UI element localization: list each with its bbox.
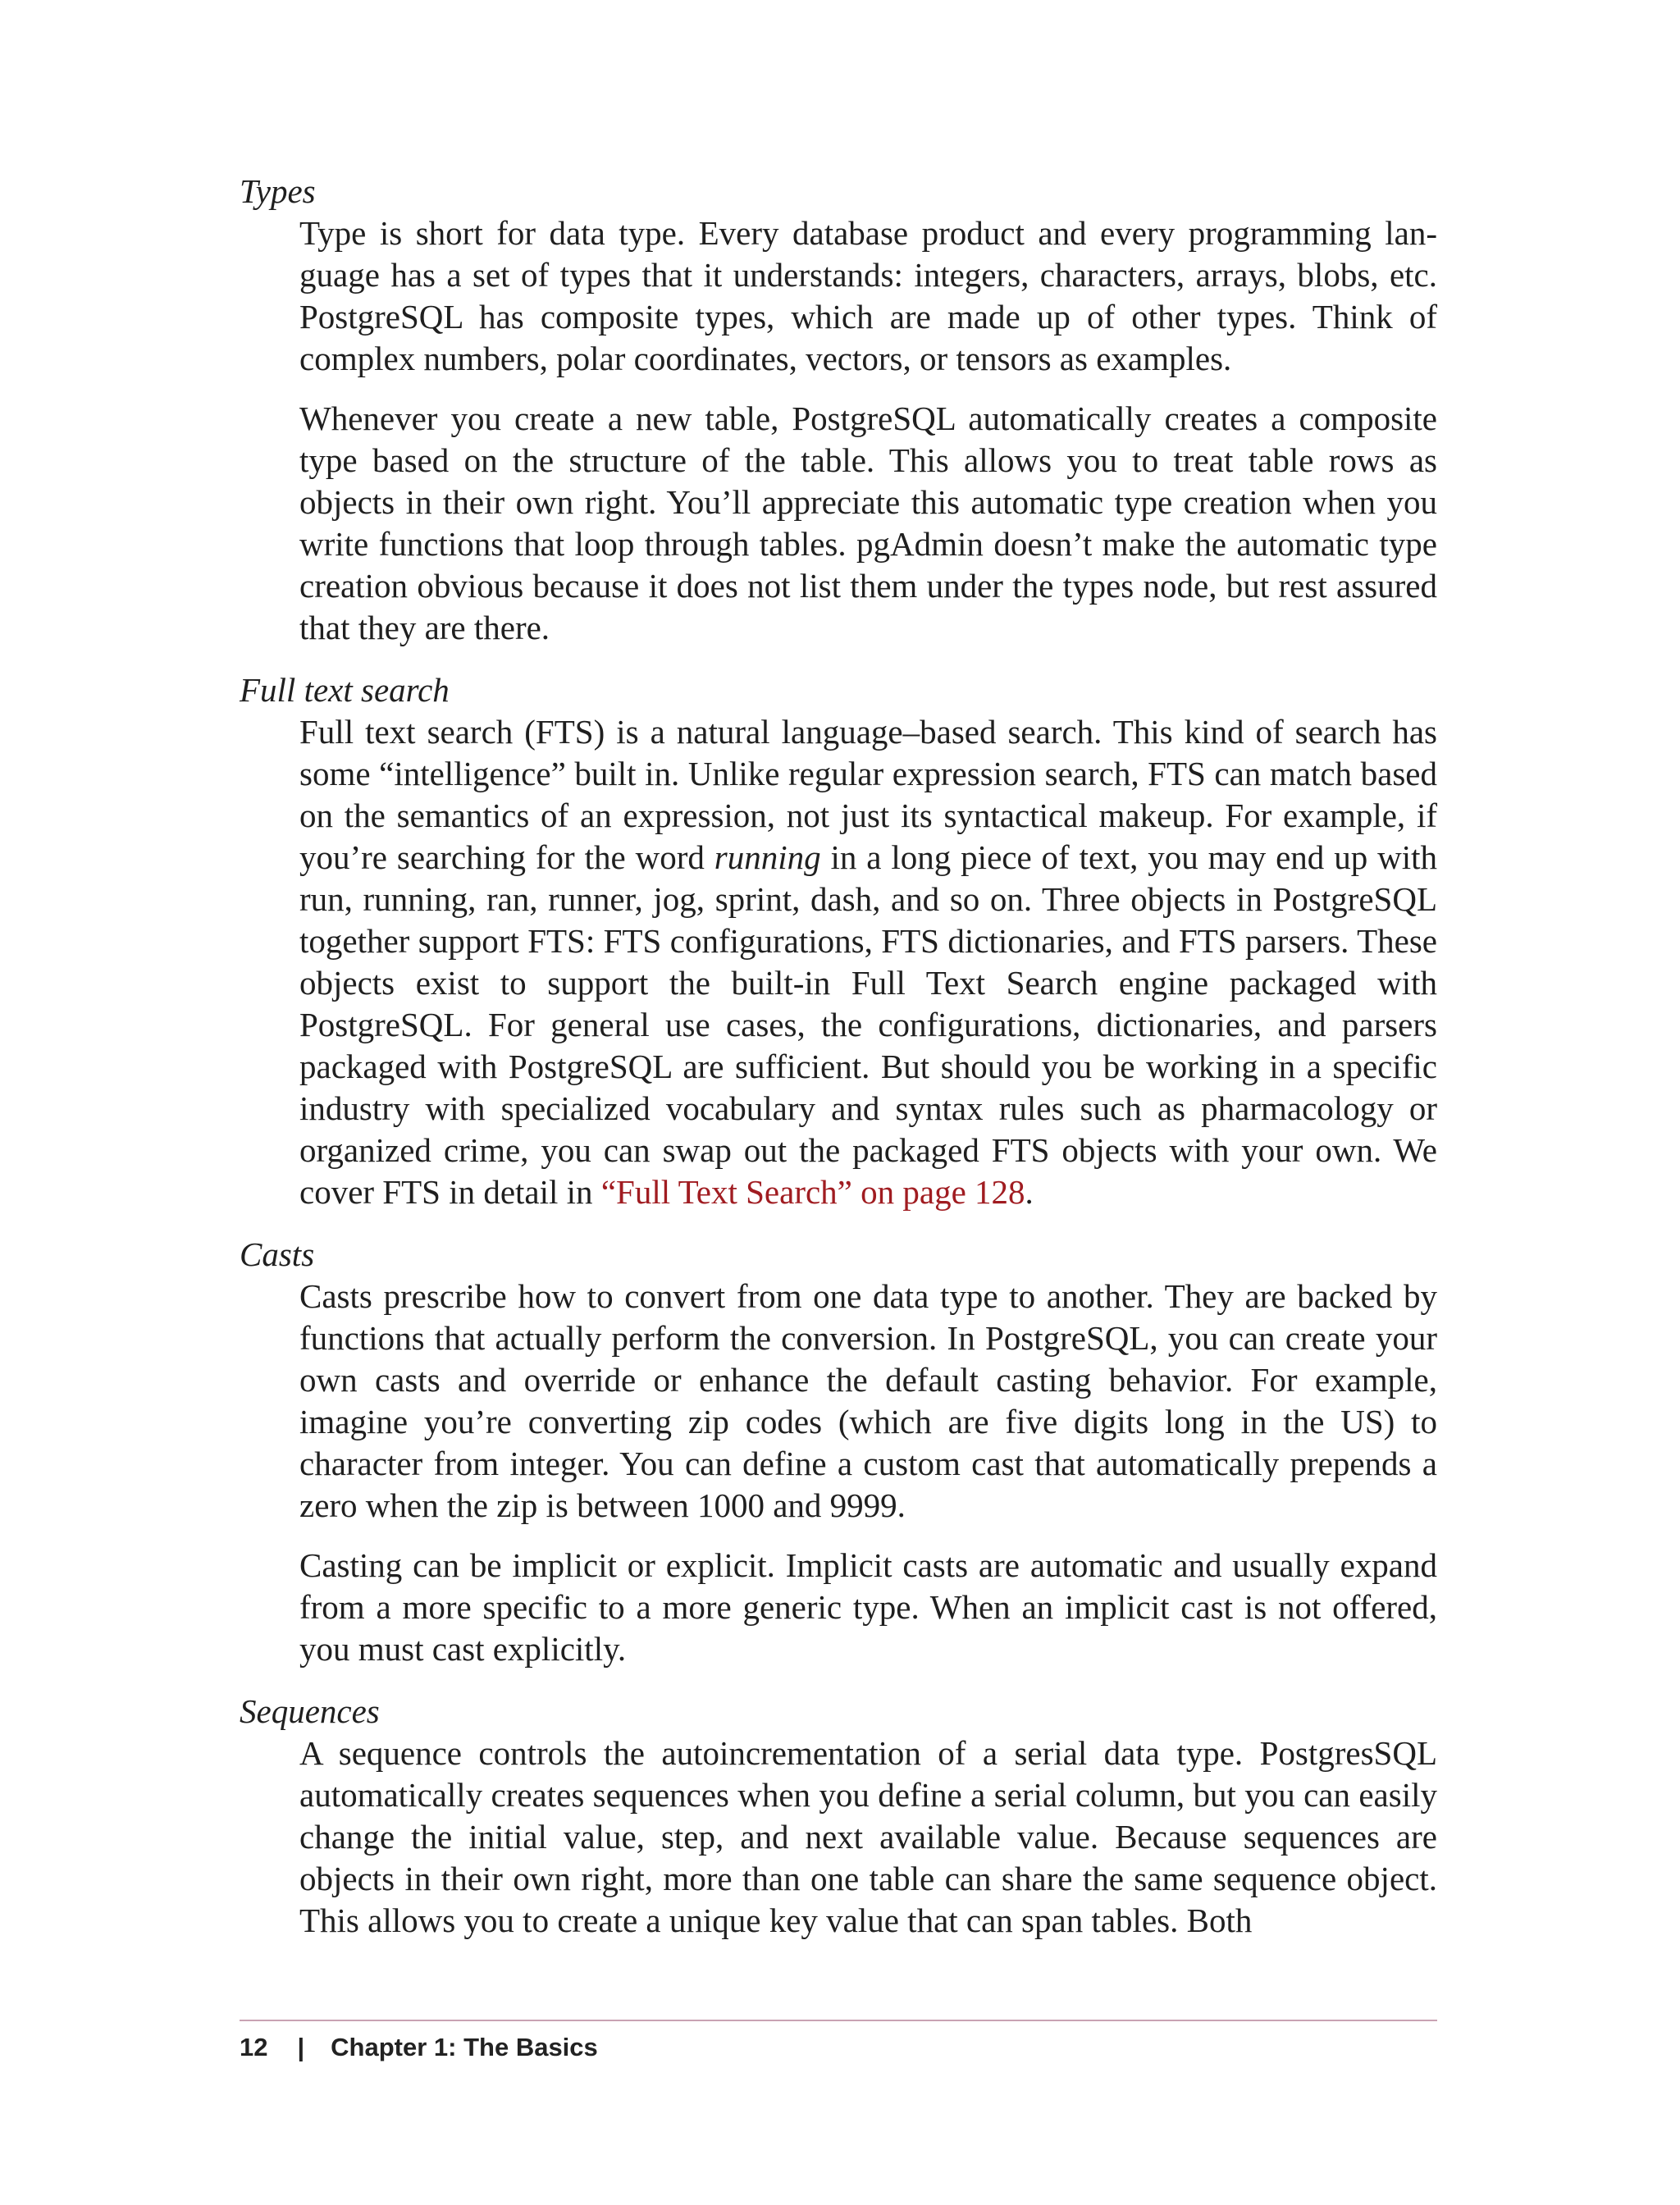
fts-text-end: .	[1025, 1173, 1034, 1211]
footer-divider	[240, 2020, 1437, 2021]
entry-types	[240, 171, 1437, 649]
fts-text-before: Full text search (FTS) is a natural language–based search. This kind of search has some “intelligence” built in. Unlike regular expression search, FTS can match based on the semantics of an expression, not just its syntactical makeup. For example, if you’re searching for the word	[299, 713, 1437, 876]
types-paragraph-1: Type is short for data type. Every database product and every programming language has a set of types that it understands: integers, characters, arrays, blobs, etc. PostgreSQL has composite types, which are made up of other types. Think of complex numbers, polar coordinates, vectors, or tensors as examples.	[299, 214, 1437, 377]
types-paragraph-2: Whenever you create a new table, PostgreSQL automatically creates a composite type based on the structure of the table. This allows you to treat table rows as objects in their own right. You’ll appreciate this automatic type creation when you write functions that loop through tables. pgAdmin doesn’t make the automatic type creation obvious because it does not list them under the types node, but rest assured that they are there.	[299, 399, 1437, 646]
page-body	[240, 171, 1437, 1962]
entry-casts	[240, 1234, 1437, 1670]
page-number: 12	[240, 2033, 268, 2061]
term-casts: Casts	[240, 1235, 315, 1273]
entry-full-text-search	[240, 669, 1437, 1213]
page-footer	[240, 2029, 598, 2066]
chapter-title: Chapter 1: The Basics	[331, 2033, 598, 2061]
term-types: Types	[240, 172, 316, 210]
casts-paragraph-1: Casts prescribe how to convert from one data type to another. They are backed by functions that actually perform the conversion. In PostgreSQL, you can create your own casts and override or enhance the default casting behavior. For example, imagine you’re converting zip codes (which are five digits long in the US) to character from integer. You can define a custom cast that automatically prepends a zero when the zip is between 1000 and 9999.	[299, 1277, 1437, 1524]
fts-italic-word: running	[714, 838, 821, 876]
term-sequences: Sequences	[240, 1692, 380, 1730]
entry-sequences	[240, 1691, 1437, 1942]
fts-paragraph	[299, 711, 1437, 1213]
casts-paragraph-2: Casting can be implicit or explicit. Implicit casts are automatic and usually expand from a more specific to a more generic type. When an implicit cast is not offered, you must cast explicitly.	[299, 1546, 1437, 1668]
sequences-paragraph-1: A sequence controls the autoincrementation of a serial data type. PostgresSQL automatically creates sequences when you define a serial column, but you can easily change the initial value, step, and next available value. Because sequences are objects in their own right, more than one table can share the same sequence object. This allows you to create a unique key value that can span tables. Both	[299, 1734, 1437, 1939]
full-text-search-xref-link[interactable]: “Full Text Search” on page 128	[600, 1173, 1025, 1211]
term-full-text-search: Full text search	[240, 671, 450, 709]
footer-separator: |	[297, 2033, 305, 2061]
fts-text-after: in a long piece of text, you may end up with run, running, ran, runner, jog, sprint, dash, and so on. Three objects in PostgreSQL together support FTS: FTS configurations, FTS dictionaries, and FTS parsers. These objects exist to support the built-in Full Text Search engine packaged with PostgreSQL. For general use cases, the configurations, dictionaries, and parsers packaged with PostgreSQL are sufficient. But should you be working in a specific industry with specialized vocabulary and syntax rules such as pharmacology or organized crime, you can swap out the packaged FTS objects with your own. We cover FTS in detail in	[299, 838, 1437, 1211]
